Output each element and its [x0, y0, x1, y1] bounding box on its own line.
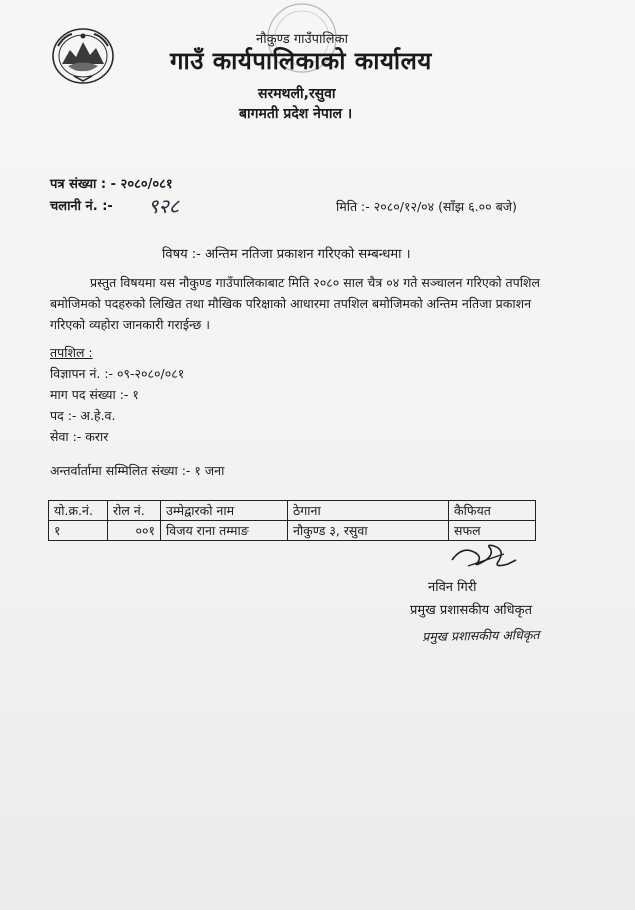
interview-count: अन्तर्वार्तामा सम्मिलित संख्या :- १ जना	[50, 463, 225, 478]
header-roll: रोल नं.	[108, 501, 161, 521]
posts-demanded: माग पद संख्या :- १	[50, 387, 139, 402]
letter-body	[50, 272, 560, 335]
office-province: बागमती प्रदेश नेपाल ।	[239, 106, 353, 122]
letter-body-text: प्रस्तुत विषयमा यस नौकुण्ड गाउँपालिकाबाट मिति २०८० साल चैत्र ०४ गते सञ्चालन गरिएको तपशिल बमोजिमको पदहरुको लिखित तथा मौखिक परिक्षाको आधारमा तपशिल बमोजिमको अन्तिम नतिजा प्रकाशन गरिएको व्यहोरा जानकारी गराईन्छ ।	[50, 275, 540, 332]
header-remarks: कैफियत	[449, 501, 536, 521]
cell-address: नौकुण्ड ३, रसुवा	[288, 521, 449, 541]
signer-title-handwritten: प्रमुख प्रशासकीय अधिकृत	[422, 626, 540, 644]
table-header-row	[49, 501, 536, 521]
details-heading: तपशिल :	[50, 345, 93, 360]
nepal-emblem-logo	[50, 26, 116, 86]
header-serial: यो.क्र.नं.	[49, 501, 108, 521]
post-name: पद :- अ.हे.व.	[50, 408, 116, 423]
header-address: ठेगाना	[288, 501, 449, 521]
office-address: सरमथली,रसुवा	[258, 86, 336, 102]
letter-date: मिति :- २०८०/१२/०४ (साँझ ६.०० बजे)	[336, 199, 517, 214]
signer-title: प्रमुख प्रशासकीय अधिकृत	[410, 603, 533, 618]
cell-candidate-name: विजय राना तम्माङ	[161, 521, 288, 541]
table-row	[49, 521, 536, 541]
letter-subject: विषय :- अन्तिम नतिजा प्रकाशन गरिएको सम्बन्धमा ।	[162, 247, 411, 262]
cell-roll: ००१	[108, 521, 161, 541]
signer-name: नविन गिरी	[428, 580, 477, 595]
cell-serial: १	[49, 521, 108, 541]
cell-remarks: सफल	[449, 521, 536, 541]
office-title: गाउँ कार्यपालिकाको कार्यालय	[170, 47, 432, 75]
service-type: सेवा :- करार	[50, 429, 109, 444]
dispatch-number-handwritten: ९२८	[148, 194, 180, 218]
stamp-text: नौकुण्ड गाउँपालिका	[256, 32, 348, 47]
signature	[448, 540, 520, 570]
advertisement-number: विज्ञापन नं. :- ०९-२०८०/०८१	[50, 366, 185, 381]
header-candidate-name: उम्मेद्वारको नाम	[161, 501, 288, 521]
dispatch-label: चलानी नं. :-	[50, 199, 113, 214]
letter-number: पत्र संख्या : - २०८०/०८१	[50, 177, 173, 192]
results-table	[48, 500, 536, 541]
